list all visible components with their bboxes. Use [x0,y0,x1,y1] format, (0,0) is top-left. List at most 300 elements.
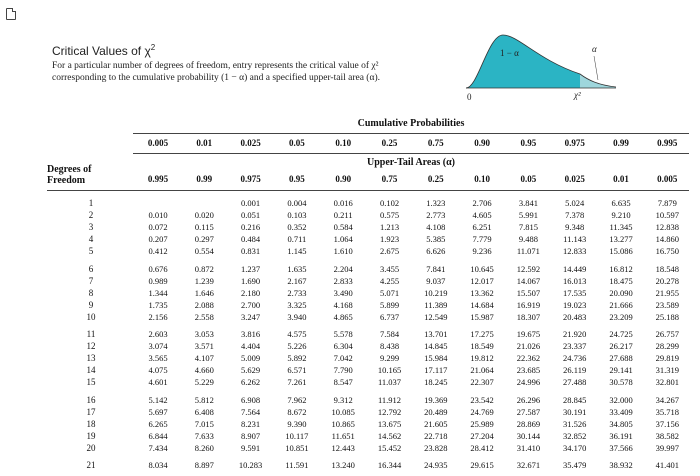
value-cell: 5.229 [194,377,214,388]
cumulative-prob-header: 0.995 [657,138,678,148]
table-row [47,431,689,443]
value-cell: 26.119 [563,365,587,376]
upper-tail-header: 0.995 [147,174,169,184]
table-row [47,443,689,455]
df-cell: 4 [88,234,94,245]
value-cell: 16.919 [516,299,541,310]
cumulative-prob-header: 0.75 [427,138,444,148]
upper-tail-header: 0.75 [381,174,398,184]
cumulative-prob-header: 0.95 [520,138,537,148]
value-cell: 3.841 [518,198,538,208]
value-cell: 14.860 [655,234,679,245]
value-cell: 34.805 [609,418,633,429]
value-cell: 11.143 [563,234,587,245]
value-cell: 0.102 [379,198,400,208]
value-cell: 15.507 [516,287,541,298]
value-cell: 9.488 [518,234,538,245]
value-cell: 6.635 [611,198,631,208]
value-cell: 0.216 [241,222,261,233]
value-cell: 1.145 [287,246,307,257]
value-cell: 19.023 [563,299,587,310]
value-cell: 0.352 [287,222,307,233]
df-cell: 12 [86,341,96,352]
value-cell: 7.564 [241,406,261,417]
table-row [47,234,689,246]
value-cell: 6.251 [472,222,492,233]
value-cell: 21.920 [563,329,587,339]
value-cell: 5.142 [148,394,168,405]
df-cell: 16 [86,394,96,405]
value-cell: 15.987 [470,311,494,322]
table-row [47,341,689,353]
value-cell: 20.278 [655,275,679,286]
value-cell: 30.578 [609,377,633,388]
value-cell: 11.912 [377,394,402,405]
value-cell: 7.790 [333,365,353,376]
cumulative-prob-header: 0.005 [147,138,169,148]
value-cell: 8.438 [379,341,400,352]
value-cell: 21.955 [655,287,679,298]
value-cell: 0.115 [194,222,214,233]
value-cell: 32.671 [516,460,541,470]
value-cell: 32.801 [655,377,679,388]
value-cell: 17.535 [563,287,587,298]
table-row [47,419,689,431]
value-cell: 24.935 [424,460,448,470]
value-cell: 2.558 [194,311,214,322]
value-cell: 12.017 [470,275,494,286]
value-cell: 12.549 [424,311,448,322]
value-cell: 32.852 [563,430,587,441]
upper-tail-areas-title: Upper-Tail Areas (α) [367,157,455,168]
value-cell: 2.833 [333,275,353,286]
table-row [47,288,689,300]
df-cell: 13 [86,353,96,364]
value-cell: 21.666 [609,299,633,310]
value-cell: 38.582 [655,430,679,441]
value-cell: 7.815 [518,222,538,233]
table-row [47,246,689,258]
value-cell: 4.255 [379,275,400,286]
cumulative-probabilities-row [133,138,689,150]
value-cell: 3.816 [241,329,261,339]
value-cell: 12.833 [563,246,587,257]
value-cell: 24.736 [563,353,587,364]
cumulative-prob-header: 0.05 [289,138,305,148]
value-cell: 36.191 [609,430,633,441]
cumulative-prob-header: 0.975 [564,138,585,148]
value-cell: 19.812 [470,353,494,364]
value-cell: 5.629 [241,365,261,376]
value-cell: 7.378 [565,210,585,221]
upper-tail-header: 0.95 [289,174,305,184]
value-cell: 4.605 [472,210,492,221]
value-cell: 10.865 [331,418,355,429]
value-cell: 0.297 [194,234,214,245]
value-cell: 13.277 [609,234,633,245]
value-cell: 18.245 [424,377,448,388]
value-cell: 7.042 [333,353,353,364]
value-cell: 9.348 [565,222,585,233]
value-cell: 8.231 [241,418,261,429]
value-cell: 9.591 [241,442,261,453]
value-cell: 6.265 [148,418,168,429]
value-cell: 1.237 [241,263,261,274]
value-cell: 3.490 [333,287,353,298]
value-cell: 34.267 [655,394,679,405]
value-cell: 2.733 [287,287,307,298]
divider [133,153,689,154]
value-cell: 6.737 [379,311,400,322]
table-row [47,222,689,234]
value-cell: 2.167 [287,275,307,286]
value-cell: 8.547 [333,377,353,388]
value-cell: 21.026 [516,341,541,352]
value-cell: 23.589 [655,299,679,310]
value-cell: 11.071 [516,246,540,257]
table-row [47,460,689,472]
value-cell: 10.283 [238,460,263,470]
df-cell: 14 [86,365,96,376]
value-cell: 2.675 [379,246,400,257]
value-cell: 13.240 [331,460,355,470]
value-cell: 35.479 [563,460,587,470]
value-cell: 17.275 [470,329,494,339]
value-cell: 2.204 [333,263,353,274]
table-row [47,377,689,389]
upper-tail-header: 0.025 [564,174,585,184]
value-cell: 6.262 [241,377,261,388]
document-icon [6,8,16,20]
value-cell: 10.085 [331,406,355,417]
cumulative-probabilities-title: Cumulative Probabilities [357,118,465,129]
cumulative-prob-header: 0.10 [335,138,352,148]
df-cell: 2 [88,210,94,221]
value-cell: 19.369 [424,394,448,405]
value-cell: 5.812 [194,394,214,405]
value-cell: 6.626 [426,246,446,257]
value-cell: 30.144 [516,430,541,441]
cumulative-prob-header: 0.99 [613,138,629,148]
value-cell: 1.923 [379,234,400,245]
value-cell: 26.217 [609,341,633,352]
value-cell: 17.117 [424,365,448,376]
value-cell: 21.064 [470,365,494,376]
value-cell: 0.575 [379,210,400,221]
value-cell: 18.475 [609,275,633,286]
upper-tail-header: 0.01 [613,174,629,184]
value-cell: 12.792 [377,406,402,417]
value-cell: 7.779 [472,234,492,245]
value-cell: 19.675 [516,329,541,339]
value-cell: 29.819 [655,353,679,364]
value-cell: 22.307 [470,377,494,388]
value-cell: 1.646 [194,287,214,298]
df-cell: 20 [86,442,96,453]
value-cell: 5.071 [379,287,400,298]
value-cell: 1.213 [379,222,400,233]
value-cell: 27.488 [563,377,587,388]
value-cell: 18.549 [470,341,494,352]
value-cell: 2.706 [472,198,492,208]
value-cell: 6.844 [148,430,168,441]
value-cell: 0.001 [241,198,261,208]
value-cell: 28.299 [655,341,679,352]
value-cell: 9.037 [426,275,446,286]
value-cell: 18.307 [516,311,541,322]
df-cell: 19 [86,430,96,441]
value-cell: 0.412 [148,246,168,257]
value-cell: 14.684 [470,299,494,310]
value-cell: 16.344 [377,460,402,470]
table-row [47,329,689,341]
value-cell: 0.211 [333,210,353,221]
value-cell: 31.410 [516,442,541,453]
upper-tail-header: 0.975 [240,174,261,184]
value-cell: 1.344 [148,287,168,298]
value-cell: 0.051 [241,210,261,221]
value-cell: 16.013 [563,275,587,286]
value-cell: 16.750 [655,246,679,257]
value-cell: 28.869 [516,418,541,429]
value-cell: 27.204 [470,430,494,441]
value-cell: 10.597 [655,210,679,221]
chi-square-density-figure [448,30,618,100]
df-cell: 11 [86,329,96,339]
value-cell: 31.319 [655,365,679,376]
value-cell: 5.991 [518,210,538,221]
value-cell: 39.997 [655,442,679,453]
chi-square-table [47,116,689,472]
value-cell: 30.191 [563,406,587,417]
value-cell: 16.812 [609,263,633,274]
value-cell: 0.676 [148,263,168,274]
upper-tail-header: 0.10 [474,174,490,184]
value-cell: 0.072 [148,222,168,233]
value-cell: 5.385 [426,234,446,245]
df-cell: 9 [88,299,94,310]
table-row [47,353,689,365]
value-cell: 18.548 [655,263,679,274]
cumulative-prob-header: 0.025 [240,138,261,148]
table-row [47,210,689,222]
value-cell: 0.831 [241,246,261,257]
value-cell: 13.675 [377,418,402,429]
value-cell: 0.484 [241,234,261,245]
value-cell: 5.892 [287,353,307,364]
value-cell: 5.578 [333,329,353,339]
upper-area-label: α [592,44,597,54]
value-cell: 14.562 [377,430,402,441]
value-cell: 3.565 [148,353,168,364]
value-cell: 1.690 [241,275,261,286]
df-cell: 10 [86,311,96,322]
lower-area-label: 1 − α [500,48,519,58]
value-cell: 0.010 [148,210,168,221]
value-cell: 3.325 [287,299,307,310]
cumulative-prob-header: 0.01 [196,138,213,148]
value-cell: 20.483 [563,311,587,322]
value-cell: 1.635 [287,263,307,274]
value-cell: 0.554 [194,246,214,257]
value-cell: 4.404 [241,341,261,352]
value-cell: 31.526 [563,418,587,429]
table-row [47,365,689,377]
table-row [47,300,689,312]
value-cell: 23.685 [516,365,541,376]
df-cell: 3 [88,222,94,233]
value-cell: 23.209 [609,311,633,322]
value-cell: 3.940 [287,311,307,322]
value-cell: 9.390 [287,418,307,429]
value-cell: 2.156 [148,311,168,322]
value-cell: 33.409 [609,406,633,417]
value-cell: 26.757 [655,329,679,339]
value-cell: 21.605 [424,418,448,429]
value-cell: 25.188 [655,311,679,322]
value-cell: 1.323 [426,198,446,208]
table-row [47,276,689,288]
value-cell: 15.452 [377,442,402,453]
value-cell: 14.067 [516,275,541,286]
value-cell: 4.575 [287,329,307,339]
divider [47,190,689,191]
value-cell: 9.312 [333,394,353,405]
value-cell: 20.090 [609,287,633,298]
value-cell: 7.434 [148,442,168,453]
df-cell: 15 [86,377,96,388]
value-cell: 6.571 [287,365,307,376]
value-cell: 7.633 [194,430,214,441]
df-cell: 17 [86,406,96,417]
value-cell: 11.389 [424,299,448,310]
value-cell: 0.016 [333,198,353,208]
value-cell: 10.645 [470,263,494,274]
value-cell: 35.718 [655,406,679,417]
value-cell: 12.443 [331,442,355,453]
value-cell: 37.566 [609,442,633,453]
value-cell: 8.034 [148,460,168,470]
value-cell: 3.074 [148,341,168,352]
value-cell: 2.700 [241,299,261,310]
value-cell: 4.107 [194,353,214,364]
value-cell: 41.401 [655,460,679,470]
value-cell: 4.168 [333,299,353,310]
table-row [47,395,689,407]
value-cell: 8.672 [287,406,307,417]
value-cell: 1.610 [333,246,353,257]
value-cell: 9.236 [472,246,492,257]
value-cell: 12.838 [655,222,679,233]
value-cell: 3.053 [194,329,214,339]
value-cell: 5.009 [241,353,261,364]
value-cell: 23.828 [424,442,448,453]
upper-tail-header: 0.90 [335,174,352,184]
value-cell: 9.210 [611,210,631,221]
value-cell: 1.064 [333,234,353,245]
df-cell: 1 [88,198,94,208]
value-cell: 32.000 [609,394,633,405]
value-cell: 12.592 [516,263,541,274]
table-row [47,198,689,210]
value-cell: 0.103 [287,210,307,221]
value-cell: 5.024 [565,198,585,208]
critical-value-label: χ² [574,90,581,100]
df-cell: 6 [88,263,94,274]
value-cell: 2.603 [148,329,168,339]
value-cell: 7.962 [287,394,307,405]
df-cell: 18 [86,418,96,429]
value-cell: 29.141 [609,365,633,376]
value-cell: 0.711 [287,234,307,245]
value-cell: 13.362 [470,287,494,298]
value-cell: 1.239 [194,275,214,286]
value-cell: 3.247 [241,311,261,322]
value-cell: 0.207 [148,234,168,245]
value-cell: 0.872 [194,263,214,274]
value-cell: 6.408 [194,406,214,417]
value-cell: 4.865 [333,311,353,322]
value-cell: 10.219 [424,287,448,298]
page-title: Critical Values of $\chi^2$ [52,43,156,58]
value-cell: 0.989 [148,275,168,286]
value-cell: 10.851 [285,442,309,453]
value-cell: 11.345 [609,222,633,233]
value-cell: 4.075 [148,365,168,376]
value-cell: 3.455 [379,263,400,274]
value-cell: 8.897 [194,460,214,470]
value-cell: 25.989 [470,418,494,429]
value-cell: 27.587 [516,406,541,417]
value-cell: 4.660 [194,365,214,376]
value-cell: 2.180 [241,287,261,298]
upper-tail-header: 0.005 [657,174,678,184]
value-cell: 14.845 [424,341,448,352]
value-cell: 9.299 [379,353,400,364]
value-cell: 6.304 [333,341,353,352]
value-cell: 23.337 [563,341,587,352]
value-cell: 8.907 [241,430,261,441]
df-cell: 5 [88,246,94,257]
value-cell: 26.296 [516,394,541,405]
value-cell: 23.542 [470,394,494,405]
value-cell: 2.088 [194,299,214,310]
value-cell: 14.449 [563,263,587,274]
value-cell: 15.984 [424,353,448,364]
value-cell: 7.841 [426,263,446,274]
value-cell: 11.651 [331,430,355,441]
value-cell: 27.688 [609,353,633,364]
value-cell: 10.117 [285,430,309,441]
zero-label: 0 [467,92,472,102]
value-cell: 4.601 [148,377,168,388]
alpha-pointer [594,56,598,80]
cumulative-prob-header: 0.90 [474,138,490,148]
value-cell: 7.584 [379,329,400,339]
table-row [47,312,689,324]
value-cell: 38.932 [609,460,633,470]
value-cell: 11.037 [377,377,402,388]
value-cell: 24.769 [470,406,494,417]
value-cell: 15.086 [609,246,633,257]
table-row [47,264,689,276]
upper-tail-header: 0.99 [196,174,213,184]
value-cell: 24.725 [609,329,633,339]
value-cell: 11.591 [285,460,309,470]
value-cell: 29.615 [470,460,494,470]
value-cell: 4.108 [426,222,446,233]
value-cell: 28.412 [470,442,494,453]
